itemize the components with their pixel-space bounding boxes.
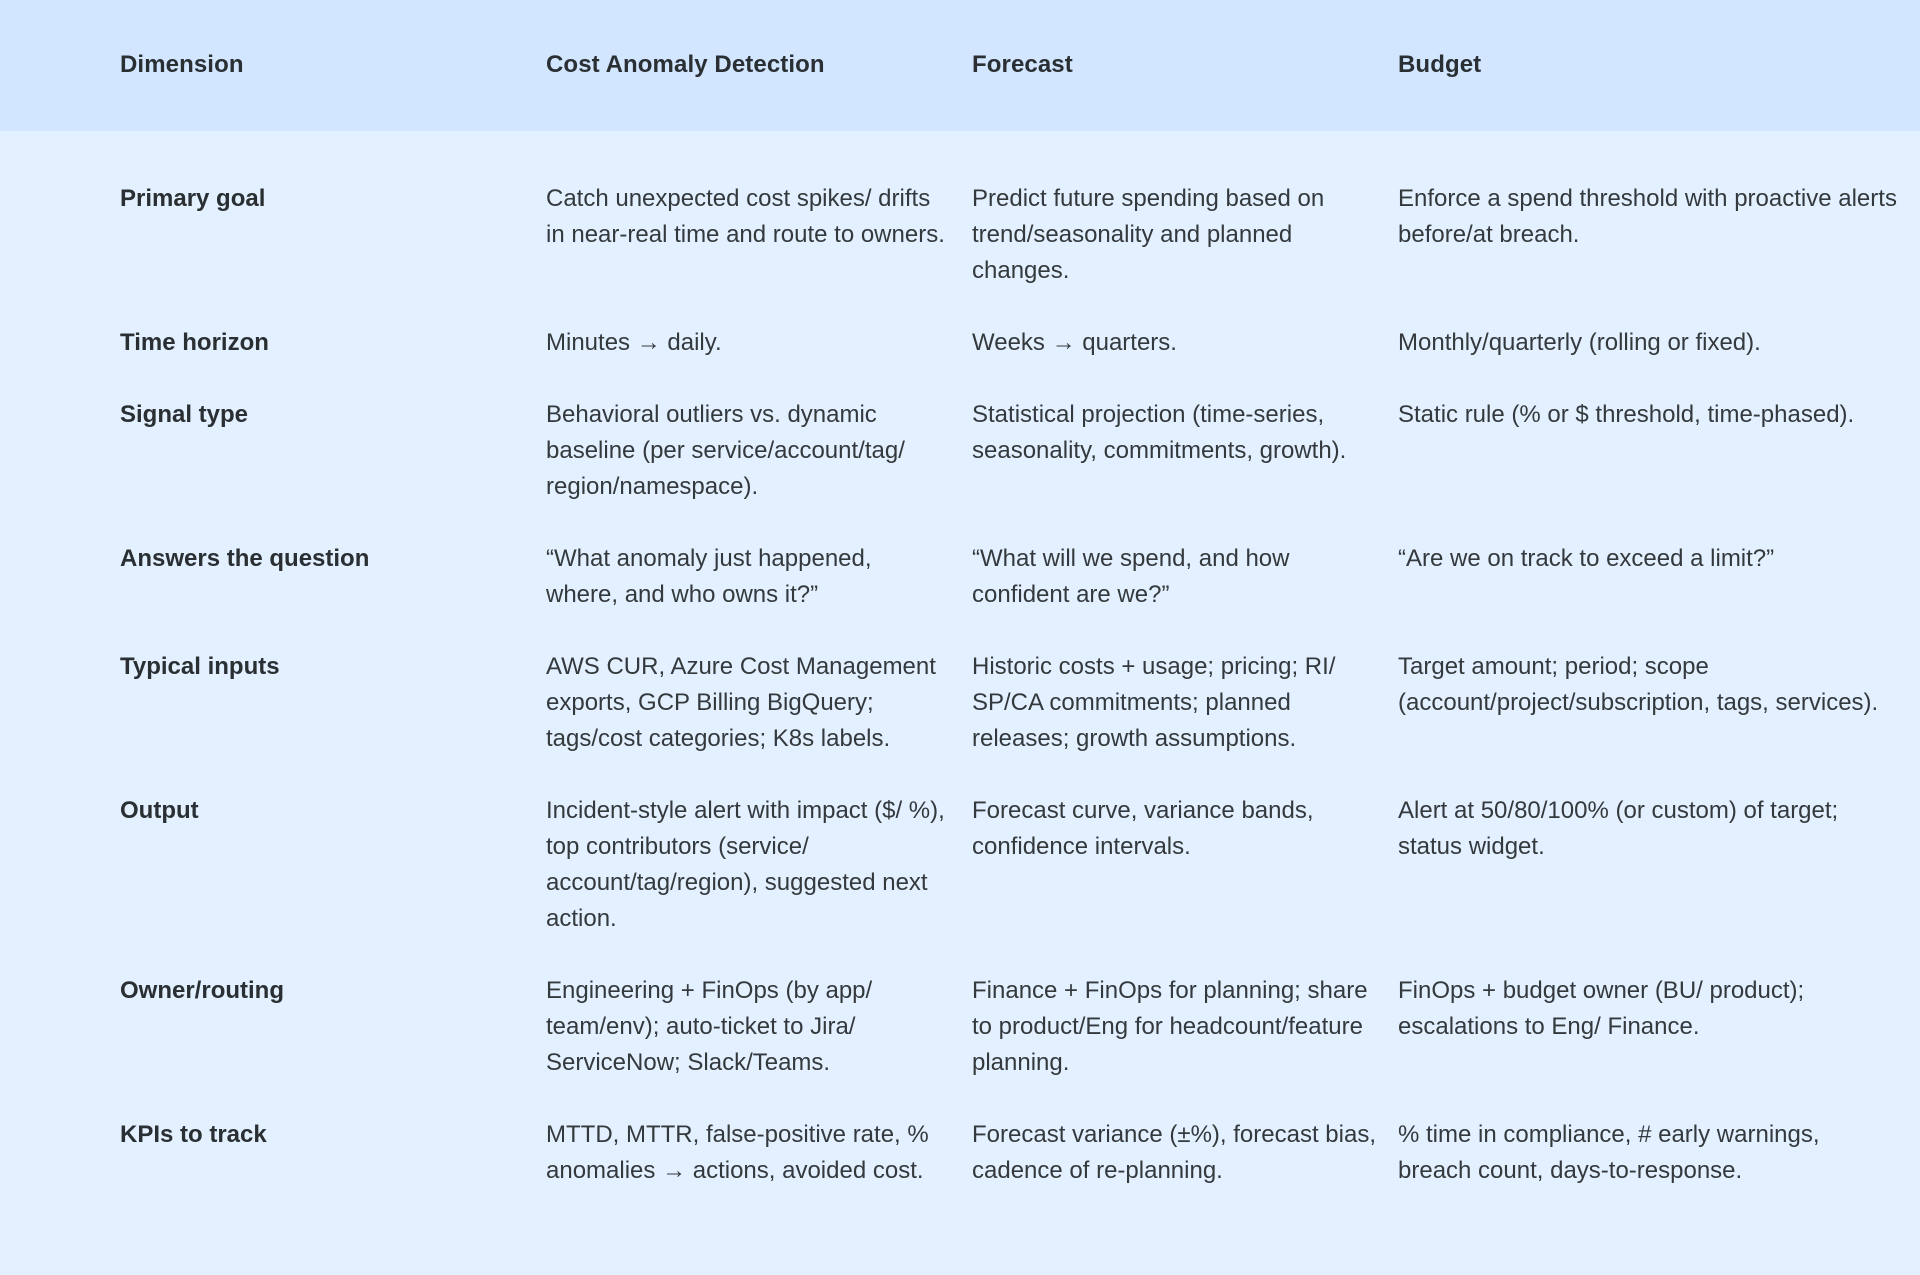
row-label: Answers the question	[120, 545, 370, 572]
row-label: Owner/routing	[120, 977, 284, 1004]
cell-anomaly: Catch unexpected cost spikes/ drifts in near-real time and route to owners.	[546, 185, 945, 248]
cell-forecast: Finance + FinOps for planning; share to product/Eng for headcount/feature planning.	[972, 977, 1368, 1076]
cell-budget: “Are we on track to exceed a limit?”	[1398, 545, 1775, 572]
cell-budget: Static rule (% or $ threshold, time-phased).	[1398, 401, 1855, 428]
row-label: Time horizon	[120, 329, 269, 356]
cell-anomaly: AWS CUR, Azure Cost Management exports, GCP Billing BigQuery; tags/cost categories; K8s labels.	[546, 653, 936, 752]
table-row	[120, 541, 1920, 613]
cell-budget: FinOps + budget owner (BU/ product); escalations to Eng/ Finance.	[1398, 977, 1805, 1040]
cell-forecast: Forecast curve, variance bands, confidence intervals.	[972, 797, 1314, 860]
row-label: Typical inputs	[120, 653, 280, 680]
header-forecast: Forecast	[972, 51, 1073, 78]
cell-anomaly: Minutes → daily.	[546, 329, 722, 356]
cell-forecast: Weeks → quarters.	[972, 329, 1177, 356]
cell-budget: Alert at 50/80/100% (or custom) of target; status widget.	[1398, 797, 1839, 860]
header-budget: Budget	[1398, 51, 1482, 78]
table-row	[120, 181, 1920, 289]
table-row	[120, 1117, 1920, 1189]
table-row	[120, 973, 1920, 1081]
row-label: KPIs to track	[120, 1121, 267, 1148]
header-cost-anomaly-detection: Cost Anomaly Detection	[546, 51, 825, 78]
table-row	[120, 793, 1920, 937]
row-label: Signal type	[120, 401, 249, 428]
table-header	[0, 0, 1920, 131]
cell-anomaly: Incident-style alert with impact ($/ %), top contributors (service/ account/tag/region), suggested next action.	[546, 797, 945, 932]
row-label: Primary goal	[120, 185, 266, 212]
cell-forecast: Historic costs + usage; pricing; RI/ SP/CA commitments; planned releases; growth assumptions.	[972, 653, 1336, 752]
cell-budget: Monthly/quarterly (rolling or fixed).	[1398, 329, 1761, 356]
cell-anomaly: Behavioral outliers vs. dynamic baseline (per service/account/tag/ region/namespace).	[546, 401, 905, 500]
table-row	[120, 649, 1920, 757]
cell-forecast: Forecast variance (±%), forecast bias, cadence of re-planning.	[972, 1121, 1376, 1184]
cell-anomaly: Engineering + FinOps (by app/ team/env); auto-ticket to Jira/ ServiceNow; Slack/Teams.	[546, 977, 873, 1076]
cell-budget: Target amount; period; scope (account/project/subscription, tags, services).	[1398, 653, 1879, 716]
cell-anomaly: MTTD, MTTR, false-positive rate, % anomalies → actions, avoided cost.	[546, 1121, 929, 1184]
cell-budget: % time in compliance, # early warnings, breach count, days-to-response.	[1398, 1121, 1820, 1184]
table-body	[0, 131, 1920, 1189]
table-row	[120, 325, 1920, 361]
header-dimension: Dimension	[120, 51, 244, 78]
row-label: Output	[120, 797, 199, 824]
cell-forecast: “What will we spend, and how confident are we?”	[972, 545, 1290, 608]
table-row	[120, 397, 1920, 505]
cell-anomaly: “What anomaly just happened, where, and who owns it?”	[546, 545, 872, 608]
cell-forecast: Statistical projection (time-series, seasonality, commitments, growth).	[972, 401, 1347, 464]
cell-budget: Enforce a spend threshold with proactive alerts before/at breach.	[1398, 185, 1897, 248]
cell-forecast: Predict future spending based on trend/seasonality and planned changes.	[972, 185, 1325, 284]
